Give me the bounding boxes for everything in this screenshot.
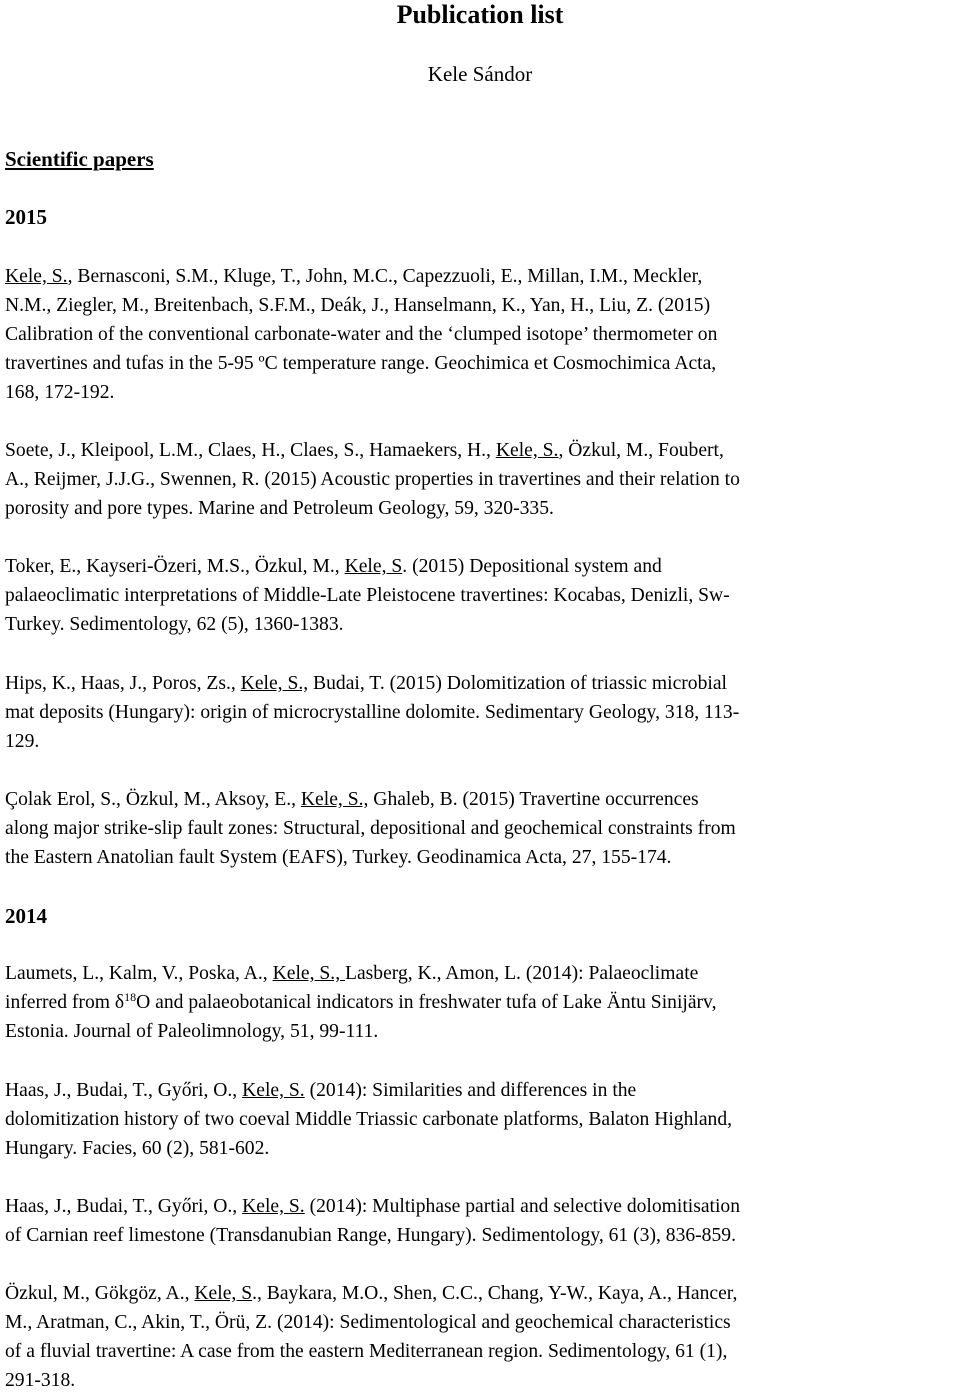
entry-line: [5, 1076, 955, 1105]
entry-line: of Carnian reef limestone (Transdanubian Range, Hungary). Sedimentology, 61 (3), 836-859.: [5, 1225, 736, 1246]
entry-text: Laumets, L., Kalm, V., Poska, A.,: [5, 963, 273, 984]
entry-line: [5, 262, 955, 291]
isotope-superscript: 18: [124, 990, 137, 1004]
entry-line: the Eastern Anatolian fault System (EAFS), Turkey. Geodinamica Acta, 27, 155-174.: [5, 847, 672, 868]
entry-text: inferred from δ: [5, 992, 125, 1013]
entry-line: mat deposits (Hungary): origin of microcrystalline dolomite. Sedimentary Geology, 318, 113-: [5, 702, 740, 723]
publication-entry: [5, 1076, 955, 1163]
entry-line: dolomitization history of two coeval Middle Triassic carbonate platforms, Balaton Highland,: [5, 1109, 733, 1130]
entry-line: [5, 785, 955, 814]
publication-entry: [5, 669, 955, 756]
publication-entry: [5, 1279, 955, 1395]
entry-line: [5, 1192, 955, 1221]
entry-line: 129.: [5, 731, 40, 752]
entry-line: Calibration of the conventional carbonate-water and the ‘clumped isotope’ thermometer on: [5, 324, 718, 345]
entry-line: 168, 172-192.: [5, 382, 115, 403]
author-highlight: Kele, S.: [242, 1196, 305, 1217]
entry-line: [5, 436, 955, 465]
entry-line: Hungary. Facies, 60 (2), 581-602.: [5, 1138, 270, 1159]
author-highlight: Kele, S.: [242, 1080, 305, 1101]
entry-text: Toker, E., Kayseri-Özeri, M.S., Özkul, M.,: [5, 556, 345, 577]
entry-line: of a fluvial travertine: A case from the eastern Mediterranean region. Sedimentology, 61 (1),: [5, 1341, 728, 1362]
entry-text: . (2015) Depositional system and: [402, 556, 662, 577]
entry-line: travertines and tufas in the 5-95 ºC temperature range. Geochimica et Cosmochimica Acta,: [5, 353, 717, 374]
publication-entry: [5, 959, 955, 1046]
entry-text: , Bernasconi, S.M., Kluge, T., John, M.C., Capezzuoli, E., Millan, I.M., Meckler,: [67, 266, 703, 287]
entry-text: (2014): Similarities and differences in the: [304, 1080, 637, 1101]
page-title: Publication list: [396, 0, 564, 29]
entry-line: [5, 959, 955, 988]
entry-text: Soete, J., Kleipool, L.M., Claes, H., Claes, S., Hamaekers, H.,: [5, 440, 496, 461]
author-highlight: Kele, S.: [495, 440, 559, 461]
entry-text: Budai, T. (2015) Dolomitization of triassic microbial: [308, 673, 727, 694]
entry-line: [5, 669, 955, 698]
year-heading-2014: 2014: [5, 904, 47, 928]
publication-entry: [5, 1192, 955, 1250]
entry-text: Haas, J., Budai, T., Győri, O.,: [5, 1080, 243, 1101]
publication-entry: [5, 436, 955, 523]
author-highlight: Kele, S: [194, 1283, 253, 1304]
author-highlight: Kele, S.,: [300, 789, 369, 810]
entry-line: M., Aratman, C., Akin, T., Örü, Z. (2014): Sedimentological and geochemical characteristics: [5, 1312, 731, 1333]
entry-line: along major strike-slip fault zones: Structural, depositional and geochemical constraints from: [5, 818, 736, 839]
publication-entry: [5, 262, 955, 407]
entry-text: Çolak Erol, S., Özkul, M., Aksoy, E.,: [5, 789, 301, 810]
entry-text: (2014): Multiphase partial and selective dolomitisation: [304, 1196, 741, 1217]
entry-line: [5, 988, 955, 1017]
entry-text: Haas, J., Budai, T., Győri, O.,: [5, 1196, 243, 1217]
entry-line: porosity and pore types. Marine and Petroleum Geology, 59, 320-335.: [5, 498, 554, 519]
entry-line: palaeoclimatic interpretations of Middle-Late Pleistocene travertines: Kocabas, Denizli, Sw-: [5, 585, 730, 606]
entry-text: ., Baykara, M.O., Shen, C.C., Chang, Y-W., Kaya, A., Hancer,: [252, 1283, 738, 1304]
entry-line: [5, 552, 955, 581]
author-name: Kele Sándor: [427, 62, 533, 86]
entry-text: Hips, K., Haas, J., Poros, Zs.,: [5, 673, 241, 694]
author-highlight: Kele, S.,: [272, 963, 345, 984]
entry-text: Ghaleb, B. (2015) Travertine occurrences: [368, 789, 699, 810]
year-heading-2015: 2015: [5, 205, 47, 229]
entry-line: A., Reijmer, J.J.G., Swennen, R. (2015) Acoustic properties in travertines and their relation to: [5, 469, 740, 490]
entry-line: 291-318.: [5, 1370, 76, 1391]
entry-line: Estonia. Journal of Paleolimnology, 51, 99-111.: [5, 1021, 379, 1042]
entry-text: Lasberg, K., Amon, L. (2014): Palaeoclimate: [345, 963, 699, 984]
publication-entry: [5, 552, 955, 639]
entry-line: [5, 1279, 955, 1308]
entry-text: , Özkul, M., Foubert,: [558, 440, 724, 461]
author-highlight: Kele, S: [344, 556, 403, 577]
entry-line: N.M., Ziegler, M., Breitenbach, S.F.M., Deák, J., Hanselmann, K., Yan, H., Liu, Z. (2015): [5, 295, 711, 316]
entry-text: Özkul, M., Gökgöz, A.,: [5, 1283, 195, 1304]
section-heading: Scientific papers: [5, 147, 154, 171]
entry-line: Turkey. Sedimentology, 62 (5), 1360-1383.: [5, 614, 344, 635]
author-highlight: Kele, S.: [5, 266, 68, 287]
author-highlight: Kele, S.,: [240, 673, 309, 694]
publication-entry: [5, 785, 955, 872]
entry-text: O and palaeobotanical indicators in freshwater tufa of Lake Äntu Sinijärv,: [136, 992, 717, 1013]
